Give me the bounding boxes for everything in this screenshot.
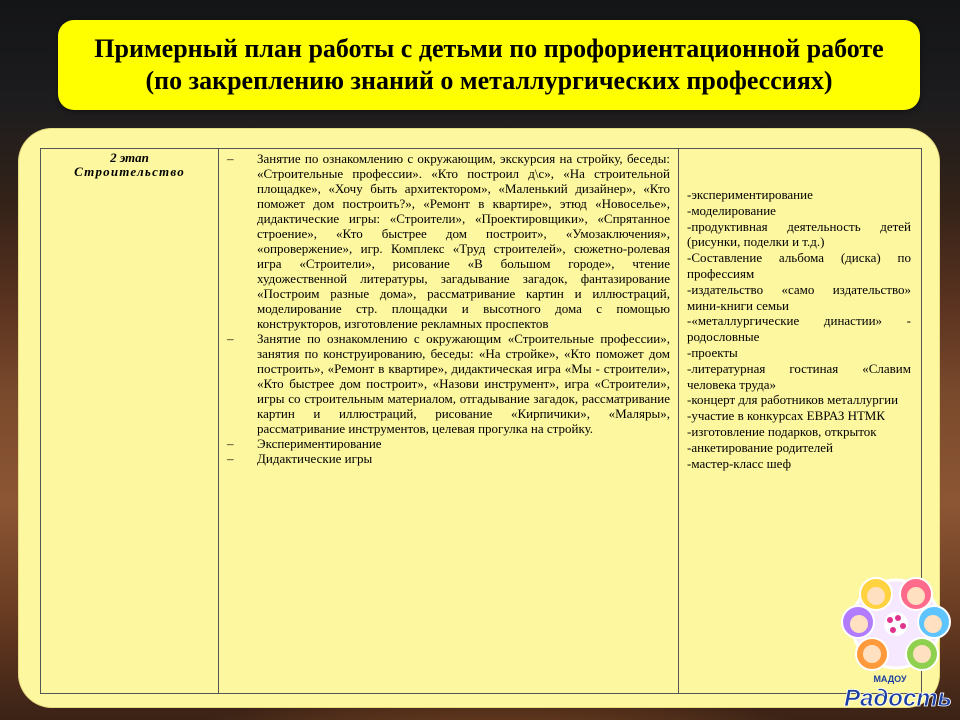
stage-number: 2 этап	[110, 150, 149, 165]
stage-column	[41, 149, 219, 693]
activity-item: – Занятие по ознакомлению с окружающим «Строительные профессии», занятия по конструированию, беседы: «На стройке», «Кто поможет дом построить», «Ремонт в квартире», дидактическая игра «Мы - строители», «Кто быстрее дом построит», «Назови инструмент», игра «Строители», игры со строительным материалом, отгадывание загадок, рассматривание картин и иллюстраций, рисование «Кирпичики», «Маляры», рассматривание инструментов, целевая прогулка на стройку.	[219, 331, 670, 436]
activity-item: – Дидактические игры	[219, 451, 670, 466]
form-item: -продуктивная деятельность детей (рисунки, поделки и т.д.)	[687, 218, 911, 250]
form-item: -концерт для работников металлургии	[687, 392, 899, 408]
logo-top-text: МАДОУ	[873, 674, 907, 684]
form-item: -Составление альбома (диска) по профессиям	[687, 250, 911, 281]
activity-item: – Экспериментирование	[219, 436, 670, 451]
forms-list	[679, 149, 921, 471]
kindergarten-logo	[838, 572, 954, 712]
form-item: -изготовление подарков, открыток	[687, 423, 877, 439]
stage-name: Строительство	[74, 164, 185, 179]
form-item: -проекты	[687, 344, 738, 360]
form-item: -литературная гостиная «Славим человека труда»	[687, 360, 911, 392]
activity-item: – Занятие по ознакомлению с окружающим, экскурсия на стройку, беседы: «Строительные профессии». «Кто построил д\с», «На строительной площадке», «Хочу быть архитектором», «Маленький дизайнер», «Кто поможет дом построить?», «Ремонт в квартире», этюд «Новоселье», дидактические игры: «Строители», «Проектировщики», «Спрятанное строение», «Кто быстрее дом построит», «Умозаключения», «опровержение», игр. Комплекс «Труд строителей», сюжетно-ролевая игра «Строители», рисование «В большом городе», чтение художественной литературы, загадывание загадок, фантазирование «Построим разные дома», рассматривание картин и иллюстраций, моделирование стр. площадки и высотного дома с помощью конструкторов, изготовление рекламных проспектов	[219, 151, 670, 331]
flower-logo-icon	[842, 578, 950, 670]
form-item: -издательство «само издательство» мини-книги семьи	[687, 281, 911, 313]
title-banner	[58, 20, 920, 110]
stage-label	[41, 151, 218, 179]
activities-column	[219, 149, 679, 693]
form-item: -участие в конкурсах ЕВРАЗ НТМК	[687, 408, 886, 424]
form-item: -«металлургические династии» - родословные	[687, 313, 911, 345]
plan-table	[40, 148, 922, 694]
form-item: -экспериментирование	[687, 187, 813, 202]
title-line-1: Примерный план работы с детьми по профориентационной работе	[94, 34, 884, 63]
form-item: -анкетирование родителей	[687, 439, 833, 455]
title-line-2: (по закреплению знаний о металлургических профессиях)	[145, 66, 833, 95]
form-item: -мастер-класс шеф	[687, 455, 792, 471]
activities-list	[219, 151, 678, 466]
form-item: -моделирование	[687, 202, 776, 218]
logo-name-text: Радость	[844, 685, 952, 712]
